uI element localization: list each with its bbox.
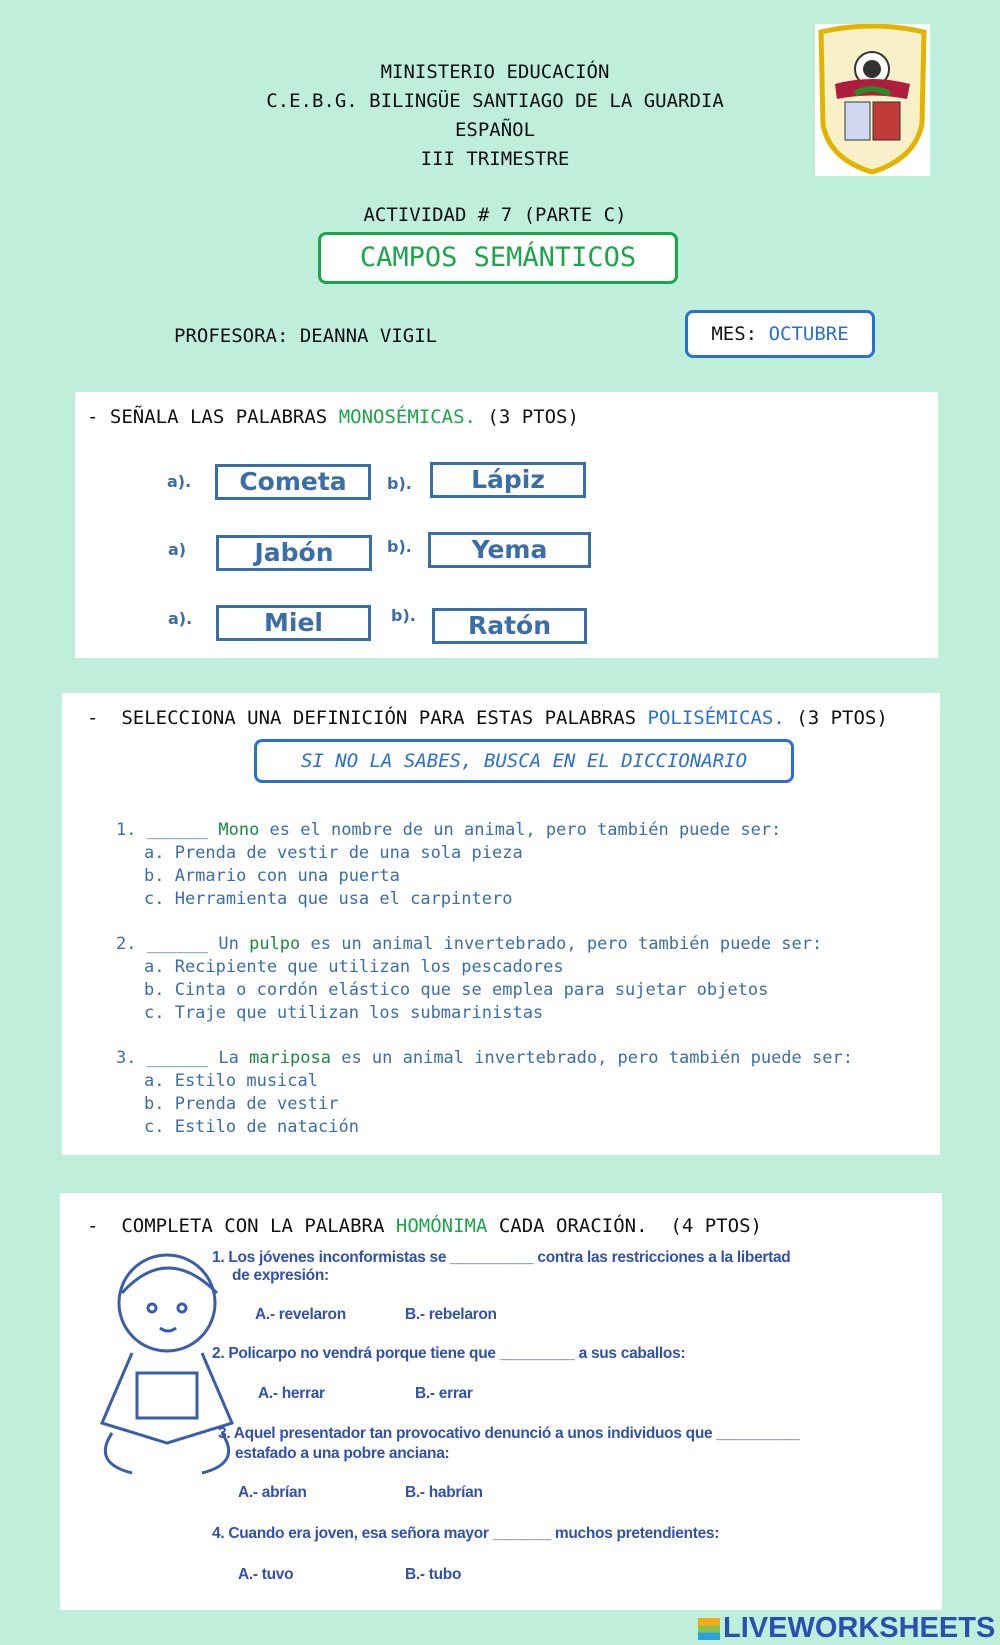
option-b[interactable]: B.- errar xyxy=(415,1385,473,1402)
option-a[interactable]: A.- herrar xyxy=(258,1385,325,1402)
girl-reading-illustration xyxy=(82,1243,252,1483)
dash: - xyxy=(87,707,99,729)
school-name: C.E.B.G. BILINGÜE SANTIAGO DE LA GUARDIA xyxy=(266,90,724,112)
homonym-question-1-cont: de expresión: xyxy=(232,1267,329,1284)
section-3-instruction xyxy=(87,1215,762,1237)
question-2 xyxy=(116,933,822,1025)
option-a[interactable]: A.- tuvo xyxy=(238,1566,294,1583)
answer-blank[interactable]: 1. ______ xyxy=(116,820,219,840)
activity-title: ACTIVIDAD # 7 (PARTE C) xyxy=(363,204,627,226)
choice: c. Estilo de natación xyxy=(144,1117,359,1137)
choice: b. Prenda de vestir xyxy=(144,1094,339,1114)
instr-key: POLISÉMICAS. xyxy=(647,707,785,729)
dash: - xyxy=(87,406,99,428)
instr-key: HOMÓNIMA xyxy=(395,1215,488,1237)
homonym-question-2: 2. Policarpo no vendrá porque tiene que _________ a sus caballos: xyxy=(212,1345,686,1362)
brand-logo-icon xyxy=(698,1618,720,1640)
question-1 xyxy=(116,819,781,911)
section-monosemicas xyxy=(75,392,938,658)
option-a[interactable]: A.- revelaron xyxy=(255,1306,346,1323)
subject: ESPAÑOL xyxy=(454,119,536,141)
keyword: mariposa xyxy=(249,1048,331,1068)
option-label: a). xyxy=(168,609,193,628)
option-b[interactable]: B.- tubo xyxy=(405,1566,462,1583)
choice: c. Traje que utilizan los submarinistas xyxy=(144,1003,544,1023)
homonym-question-3-cont: estafado a una pobre anciana: xyxy=(235,1445,450,1462)
brand-name: LIVEWORKSHEETS xyxy=(723,1612,996,1644)
term: III TRIMESTRE xyxy=(420,148,570,170)
word-option[interactable]: Cometa xyxy=(215,464,371,500)
hint-box: SI NO LA SABES, BUSCA EN EL DICCIONARIO xyxy=(254,739,794,783)
homonym-question-3: 3. Aquel presentador tan provocativo denunció a unos individuos que __________ xyxy=(218,1425,800,1442)
question-text: es el nombre de un animal, pero también puede ser: xyxy=(259,820,782,840)
word-option[interactable]: Miel xyxy=(216,605,371,641)
liveworksheets-watermark xyxy=(698,1612,995,1645)
option-b[interactable]: B.- rebelaron xyxy=(405,1306,497,1323)
choice: b. Cinta o cordón elástico que se emplea para sujetar objetos xyxy=(144,980,769,1000)
choice: c. Herramienta que usa el carpintero xyxy=(144,889,513,909)
teacher: PROFESORA: DEANNA VIGIL xyxy=(174,325,438,347)
word-option[interactable]: Yema xyxy=(428,532,591,568)
instr-points: CADA ORACIÓN. (4 PTOS) xyxy=(487,1215,762,1237)
homonym-question-1: 1. Los jóvenes inconformistas se __________ contra las restricciones a la libertad xyxy=(212,1249,791,1266)
month-label: MES: xyxy=(711,323,758,345)
question-pre: La xyxy=(218,1048,250,1068)
question-pre: Un xyxy=(218,934,250,954)
question-text: es un animal invertebrado, pero también puede ser: xyxy=(330,1048,853,1068)
answer-blank[interactable]: 2. ______ xyxy=(116,934,219,954)
section-1-instruction xyxy=(87,406,579,428)
option-a[interactable]: A.- abrían xyxy=(238,1484,307,1501)
section-homonimas xyxy=(60,1193,942,1610)
instr-key: MONOSÉMICAS. xyxy=(338,406,476,428)
choice: a. Estilo musical xyxy=(144,1071,318,1091)
instr-pre: SEÑALA LAS PALABRAS xyxy=(109,406,339,428)
instr-pre: SELECCIONA UNA DEFINICIÓN PARA ESTAS PALABRAS xyxy=(121,707,648,729)
option-label: b). xyxy=(391,606,416,625)
ministry: MINISTERIO EDUCACIÓN xyxy=(380,61,610,83)
dash: - xyxy=(87,1215,99,1237)
choice: a. Recipiente que utilizan los pescadores xyxy=(144,957,564,977)
option-b[interactable]: B.- habrían xyxy=(405,1484,483,1501)
question-3 xyxy=(116,1047,853,1139)
word-option[interactable]: Lápiz xyxy=(430,462,586,498)
month-box xyxy=(685,310,875,358)
instr-points: (3 PTOS) xyxy=(784,707,888,729)
option-label: a). xyxy=(167,472,192,491)
option-label: b). xyxy=(387,537,412,556)
choice: b. Armario con una puerta xyxy=(144,866,400,886)
keyword: pulpo xyxy=(249,934,301,954)
word-option[interactable]: Ratón xyxy=(432,608,587,644)
instr-pre: COMPLETA CON LA PALABRA xyxy=(121,1215,396,1237)
instr-points: (3 PTOS) xyxy=(475,406,579,428)
answer-blank[interactable]: 3. ______ xyxy=(116,1048,219,1068)
choice: a. Prenda de vestir de una sola pieza xyxy=(144,843,523,863)
word-option[interactable]: Jabón xyxy=(216,535,372,571)
section-2-instruction xyxy=(87,707,888,729)
worksheet-title: CAMPOS SEMÁNTICOS xyxy=(318,232,678,284)
month-value: OCTUBRE xyxy=(768,323,849,345)
keyword: Mono xyxy=(218,820,260,840)
section-polisemicas xyxy=(62,693,940,1155)
homonym-question-4: 4. Cuando era joven, esa señora mayor _______ muchos pretendientes: xyxy=(212,1525,720,1542)
school-logo xyxy=(815,24,930,176)
option-label: b). xyxy=(387,474,412,493)
option-label: a) xyxy=(168,540,187,559)
question-text: es un animal invertebrado, pero también puede ser: xyxy=(300,934,823,954)
